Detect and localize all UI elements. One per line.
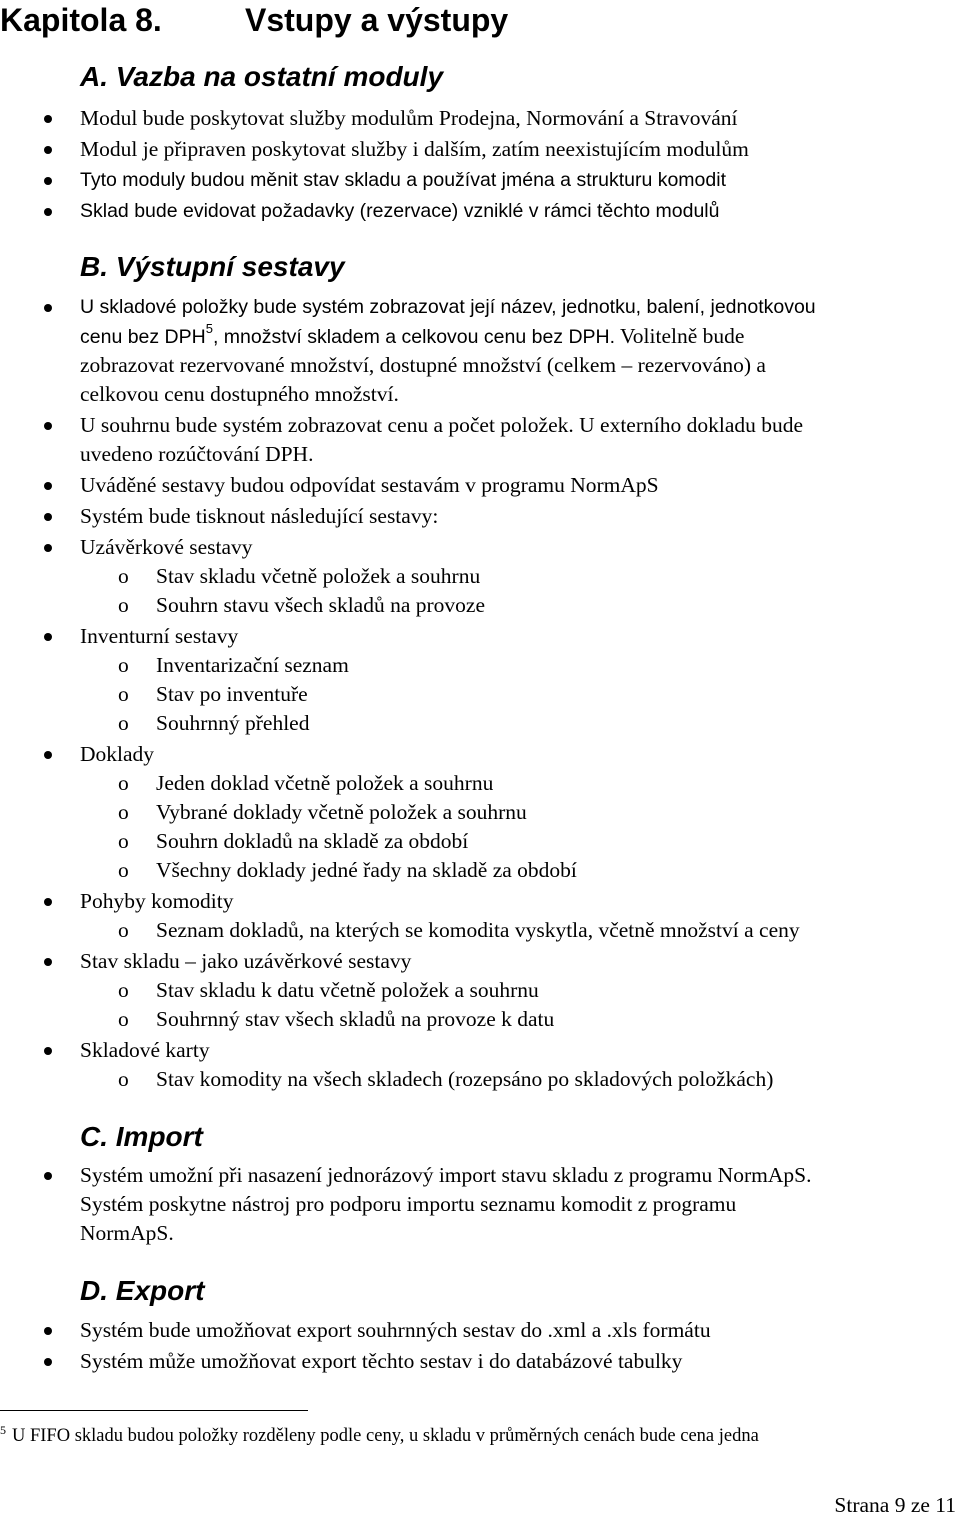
section-b-paragraph-line: cenu bez DPH$^5$, množství skladem a celkovou cenu bez DPH. Volitelně bude — [80, 321, 745, 348]
sub-bullet-marker: o — [118, 918, 129, 942]
section-b-item: Skladové karty — [80, 1038, 210, 1062]
section-b-item: Doklady — [80, 742, 155, 766]
page-number: Strana 9 ze 11 — [834, 1493, 956, 1517]
sub-bullet-marker: o — [118, 711, 129, 735]
section-b-subitem: Stav komodity na všech skladech (rozepsáno po skladových položkách) — [156, 1067, 774, 1091]
section-b-subitem: Souhrn dokladů na skladě za období — [156, 829, 469, 853]
sub-bullet-marker: o — [118, 800, 129, 824]
sub-bullet-marker: o — [118, 829, 129, 853]
section-b-subitem: Jeden doklad včetně položek a souhrnu — [156, 771, 494, 795]
chapter-name: Vstupy a výstupy — [245, 2, 509, 38]
sub-bullet-marker: o — [118, 682, 129, 706]
section-b-item: Stav skladu – jako uzávěrkové sestavy — [80, 949, 412, 973]
section-b-item: Uzávěrkové sestavy — [80, 535, 253, 559]
footnote — [0, 1424, 759, 1448]
bullet — [44, 898, 52, 906]
section-b-subitem: Stav skladu včetně položek a souhrnu — [156, 564, 481, 588]
section-a-item: Modul je připraven poskytovat služby i dalším, zatím neexistujícím modulům — [80, 137, 749, 161]
sub-bullet-marker: o — [118, 564, 129, 588]
section-b-paragraph-line: uvedeno rozúčtování DPH. — [80, 442, 314, 466]
section-a-item: Sklad bude evidovat požadavky (rezervace) vzniklé v rámci těchto modulů — [80, 200, 720, 222]
bullet — [44, 1172, 52, 1180]
section-b-item: Pohyby komodity — [80, 889, 234, 913]
section-c-line: Systém umožní při nasazení jednorázový import stavu skladu z programu NormApS. — [80, 1163, 812, 1187]
section-b-subitem: Vybrané doklady včetně položek a souhrnu — [156, 800, 527, 824]
section-d-heading: D. Export — [80, 1275, 205, 1306]
section-b-heading: B. Výstupní sestavy — [80, 251, 345, 282]
section-b-subitem: Seznam dokladů, na kterých se komodita vyskytla, včetně množství a ceny — [156, 918, 800, 942]
bullet — [44, 633, 52, 641]
section-c-heading: C. Import — [80, 1121, 203, 1152]
sub-bullet-marker: o — [118, 858, 129, 882]
bullet — [44, 304, 52, 312]
section-d-item: Systém může umožňovat export těchto sestav i do databázové tabulky — [80, 1349, 683, 1373]
bullet — [44, 1327, 52, 1335]
section-b-paragraph-line: U skladové položky bude systém zobrazovat její název, jednotku, balení, jednotkovou — [80, 296, 816, 318]
bullet — [44, 958, 52, 966]
bullet — [44, 115, 52, 123]
bullet — [44, 544, 52, 552]
section-b-item: Systém bude tisknout následující sestavy: — [80, 504, 439, 528]
sub-bullet-marker: o — [118, 653, 129, 677]
footnote-marker: 5 — [0, 1423, 6, 1437]
bullet — [44, 1047, 52, 1055]
section-b-subitem: Souhrn stavu všech skladů na provoze — [156, 593, 485, 617]
sub-bullet-marker: o — [118, 1067, 129, 1091]
section-b-subitem: Souhrnný stav všech skladů na provoze k datu — [156, 1007, 555, 1031]
bullet — [44, 177, 52, 185]
bullet — [44, 422, 52, 430]
chapter-number: Kapitola 8. — [0, 2, 162, 38]
section-a-item: Modul bude poskytovat služby modulům Prodejna, Normování a Stravování — [80, 106, 738, 130]
sub-bullet-marker: o — [118, 978, 129, 1002]
sub-bullet-marker: o — [118, 1007, 129, 1031]
section-b-paragraph-line: U souhrnu bude systém zobrazovat cenu a počet položek. U externího dokladu bude — [80, 413, 804, 437]
sub-bullet-marker: o — [118, 593, 129, 617]
chapter-title — [0, 0, 508, 40]
section-b-item: Uváděné sestavy budou odpovídat sestavám v programu NormApS — [80, 473, 659, 497]
section-a-heading: A. Vazba na ostatní moduly — [80, 61, 444, 92]
section-c-line: NormApS. — [80, 1221, 174, 1245]
bullet — [44, 208, 52, 216]
section-b-subitem: Stav po inventuře — [156, 682, 308, 706]
section-c-line: Systém poskytne nástroj pro podporu importu seznamu komodit z programu — [80, 1192, 737, 1216]
sub-bullet-marker: o — [118, 771, 129, 795]
section-b-item: Inventurní sestavy — [80, 624, 239, 648]
bullet — [44, 1358, 52, 1366]
section-b-paragraph-line: celkovou cenu dostupného množství. — [80, 382, 399, 406]
section-b-subitem: Souhrnný přehled — [156, 711, 310, 735]
footnote-ref: 5 — [205, 321, 213, 336]
bullet — [44, 482, 52, 490]
footnote-separator — [0, 1410, 308, 1411]
section-b-paragraph-line: zobrazovat rezervované množství, dostupné množství (celkem – rezervováno) a — [80, 353, 766, 377]
section-b-subitem: Inventarizační seznam — [156, 653, 349, 677]
section-b-subitem: Stav skladu k datu včetně položek a souhrnu — [156, 978, 539, 1002]
section-d-item: Systém bude umožňovat export souhrnných sestav do .xml a .xls formátu — [80, 1318, 711, 1342]
bullet — [44, 751, 52, 759]
section-a-item: Tyto moduly budou měnit stav skladu a používat jména a strukturu komodit — [80, 169, 726, 191]
section-b-subitem: Všechny doklady jedné řady na skladě za období — [156, 858, 577, 882]
bullet — [44, 513, 52, 521]
footnote-text: U FIFO skladu budou položky rozděleny podle ceny, u skladu v průměrných cenách bude cena jedna — [12, 1426, 759, 1446]
bullet — [44, 146, 52, 154]
